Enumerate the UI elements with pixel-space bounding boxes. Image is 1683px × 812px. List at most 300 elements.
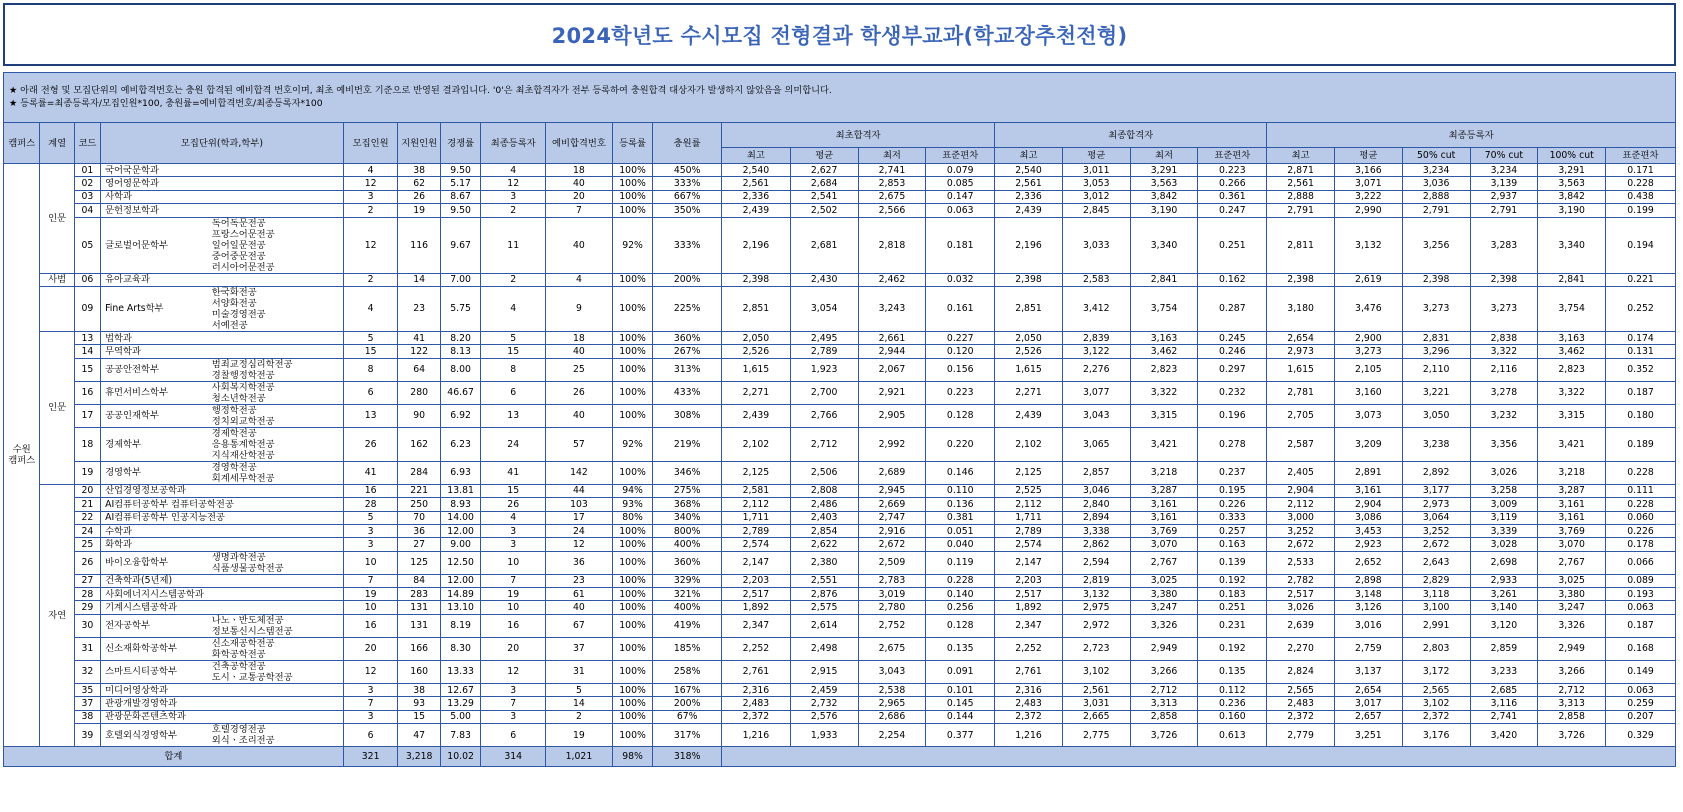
notes-panel: [3, 72, 1676, 123]
value-cell: 3,190: [1130, 204, 1198, 217]
value-cell: 2,565: [1402, 683, 1470, 696]
value-cell: 9.67: [440, 217, 480, 273]
value-cell: 2,112: [1267, 498, 1335, 511]
major-name: 서양화전공: [211, 297, 257, 309]
value-cell: 2,271: [722, 381, 791, 404]
value-cell: 3,209: [1334, 427, 1402, 461]
unit-cell: 전자공학부: [101, 614, 208, 637]
value-cell: 0.223: [1198, 164, 1267, 177]
header-campus: 캠퍼스: [4, 123, 40, 164]
value-cell: 2,110: [1402, 358, 1470, 381]
value-cell: 100%: [612, 461, 652, 484]
value-cell: 3,139: [1470, 177, 1538, 190]
value-cell: 2,973: [1402, 498, 1470, 511]
value-cell: 166: [398, 637, 440, 660]
value-cell: 317%: [653, 724, 722, 747]
major-name: 나노ㆍ반도체전공: [211, 614, 284, 626]
value-cell: 0.381: [926, 511, 995, 524]
value-cell: 2,495: [790, 331, 858, 344]
value-cell: 3,247: [1130, 601, 1198, 614]
value-cell: 13: [343, 404, 398, 427]
value-cell: 4: [481, 511, 546, 524]
value-cell: 3: [343, 710, 398, 723]
value-cell: 2,972: [1062, 614, 1130, 637]
majors-cell: [208, 427, 344, 461]
unit-cell: 휴먼서비스학부: [101, 381, 208, 404]
value-cell: 2,669: [858, 498, 926, 511]
value-cell: 3,176: [1402, 724, 1470, 747]
value-cell: 2,316: [722, 683, 791, 696]
value-cell: 3,163: [1130, 331, 1198, 344]
value-cell: 3,313: [1130, 697, 1198, 710]
value-cell: 0.145: [926, 697, 995, 710]
area-cell: 인문: [40, 164, 74, 274]
major-name: 범죄교정심리학전공: [211, 358, 293, 370]
value-cell: 13: [481, 404, 546, 427]
table-row: [4, 724, 1676, 747]
value-cell: 40: [546, 217, 613, 273]
value-cell: 0.120: [926, 345, 995, 358]
value-cell: 3,412: [1062, 286, 1130, 331]
value-cell: 2,858: [1130, 710, 1198, 723]
value-cell: 400%: [653, 601, 722, 614]
value-cell: 20: [546, 190, 613, 203]
value-cell: 3,118: [1402, 588, 1470, 601]
value-cell: 100%: [612, 710, 652, 723]
value-cell: 9.50: [440, 204, 480, 217]
value-cell: 0.110: [926, 484, 995, 497]
value-cell: 2,254: [858, 724, 926, 747]
value-cell: 3,120: [1470, 614, 1538, 637]
value-cell: 0.228: [1606, 177, 1676, 190]
value-cell: 13.33: [440, 660, 480, 683]
value-cell: 2,789: [995, 524, 1063, 537]
major-name: 신소재공학전공: [211, 637, 275, 649]
value-cell: 2,791: [1267, 204, 1335, 217]
code-cell: 15: [74, 358, 100, 381]
value-cell: 2,892: [1402, 461, 1470, 484]
value-cell: 36: [546, 551, 613, 574]
total-row: [4, 747, 1676, 767]
value-cell: 0.257: [1198, 524, 1267, 537]
value-cell: 0.163: [1198, 538, 1267, 551]
value-cell: 2,808: [790, 484, 858, 497]
value-cell: 16: [343, 484, 398, 497]
value-cell: 1,711: [722, 511, 791, 524]
value-cell: 0.131: [1606, 345, 1676, 358]
value-cell: 3,462: [1130, 345, 1198, 358]
value-cell: 2,498: [790, 637, 858, 660]
value-cell: 0.066: [1606, 551, 1676, 574]
value-cell: 2,949: [1130, 637, 1198, 660]
value-cell: 0.119: [926, 551, 995, 574]
value-cell: 40: [546, 345, 613, 358]
value-cell: 400%: [653, 538, 722, 551]
value-cell: 2,654: [1267, 331, 1335, 344]
value-cell: 0.227: [926, 331, 995, 344]
value-cell: 2,991: [1402, 614, 1470, 637]
value-cell: 0.228: [926, 574, 995, 587]
header-applicants: 지원인원: [398, 123, 440, 164]
majors-cell: [208, 286, 344, 331]
code-cell: 06: [74, 273, 100, 286]
value-cell: 0.223: [926, 381, 995, 404]
value-cell: 2,517: [722, 588, 791, 601]
value-cell: 2,803: [1402, 637, 1470, 660]
value-cell: 1,615: [995, 358, 1063, 381]
unit-cell: 수학과: [101, 524, 344, 537]
major-name: 외식ㆍ조리전공: [211, 735, 275, 747]
value-cell: 0.140: [926, 588, 995, 601]
value-cell: 40: [546, 601, 613, 614]
value-cell: 2,316: [995, 683, 1063, 696]
value-cell: 2,665: [1062, 710, 1130, 723]
value-cell: 131: [398, 614, 440, 637]
unit-cell: 공공안전학부: [101, 358, 208, 381]
value-cell: 10: [343, 601, 398, 614]
value-cell: 100%: [612, 164, 652, 177]
code-cell: 32: [74, 660, 100, 683]
value-cell: 38: [398, 164, 440, 177]
value-cell: 3,161: [1334, 484, 1402, 497]
subheader: 표준편차: [1198, 148, 1267, 164]
unit-cell: 산업경영정보공학과: [101, 484, 344, 497]
area-cell: 사범: [40, 273, 74, 286]
value-cell: 2,102: [995, 427, 1063, 461]
subheader: 표준편차: [1606, 148, 1676, 164]
value-cell: 3,287: [1130, 484, 1198, 497]
header-quota: 모집인원: [343, 123, 398, 164]
value-cell: 185%: [653, 637, 722, 660]
value-cell: 6: [343, 381, 398, 404]
value-cell: 3,172: [1402, 660, 1470, 683]
total-cell: 3,218: [398, 747, 440, 767]
unit-cell: 화학과: [101, 538, 344, 551]
value-cell: 2,841: [1538, 273, 1606, 286]
value-cell: 100%: [612, 588, 652, 601]
value-cell: 15: [398, 710, 440, 723]
value-cell: 2,675: [858, 637, 926, 660]
value-cell: 162: [398, 427, 440, 461]
value-cell: 94%: [612, 484, 652, 497]
value-cell: 142: [546, 461, 613, 484]
majors-cell: [208, 461, 344, 484]
value-cell: 2,347: [722, 614, 791, 637]
value-cell: 3,177: [1402, 484, 1470, 497]
value-cell: 2,853: [858, 177, 926, 190]
value-cell: 2,576: [790, 710, 858, 723]
value-cell: 0.111: [1606, 484, 1676, 497]
value-cell: 100%: [612, 614, 652, 637]
value-cell: 26: [398, 190, 440, 203]
table-row: [4, 551, 1676, 574]
value-cell: 3,754: [1130, 286, 1198, 331]
table-row: [4, 358, 1676, 381]
value-cell: 280: [398, 381, 440, 404]
value-cell: 2,561: [995, 177, 1063, 190]
value-cell: 284: [398, 461, 440, 484]
value-cell: 219%: [653, 427, 722, 461]
value-cell: 131: [398, 601, 440, 614]
value-cell: 2,779: [1267, 724, 1335, 747]
value-cell: 2,526: [722, 345, 791, 358]
value-cell: 3,462: [1538, 345, 1606, 358]
value-cell: 13.29: [440, 697, 480, 710]
value-cell: 3,380: [1130, 588, 1198, 601]
value-cell: 0.180: [1606, 404, 1676, 427]
value-cell: 3,754: [1538, 286, 1606, 331]
value-cell: 2,517: [995, 588, 1063, 601]
value-cell: 40: [546, 177, 613, 190]
value-cell: 12: [546, 538, 613, 551]
value-cell: 100%: [612, 551, 652, 574]
value-cell: 3,769: [1538, 524, 1606, 537]
value-cell: 2,689: [858, 461, 926, 484]
value-cell: 31: [546, 660, 613, 683]
value-cell: 100%: [612, 381, 652, 404]
value-cell: 20: [343, 637, 398, 660]
value-cell: 2,574: [722, 538, 791, 551]
table-row: [4, 461, 1676, 484]
value-cell: 0.192: [1198, 637, 1267, 660]
value-cell: 100%: [612, 273, 652, 286]
value-cell: 100%: [612, 538, 652, 551]
value-cell: 2,525: [995, 484, 1063, 497]
value-cell: 2,933: [1470, 574, 1538, 587]
value-cell: 16: [343, 614, 398, 637]
unit-cell: 건축학과(5년제): [101, 574, 344, 587]
value-cell: 3,064: [1402, 511, 1470, 524]
value-cell: 200%: [653, 697, 722, 710]
value-cell: 17: [546, 511, 613, 524]
value-cell: 3,026: [1470, 461, 1538, 484]
value-cell: 14: [398, 273, 440, 286]
value-cell: 2,876: [790, 588, 858, 601]
header-reg-rate: 등록률: [612, 123, 652, 164]
value-cell: 3,769: [1130, 524, 1198, 537]
table-row: [4, 524, 1676, 537]
value-cell: 18: [546, 331, 613, 344]
value-cell: 3,421: [1538, 427, 1606, 461]
value-cell: 3,102: [1062, 660, 1130, 683]
unit-cell: 바이오융합학부: [101, 551, 208, 574]
value-cell: 2,252: [995, 637, 1063, 660]
major-name: 응용통계학전공: [211, 438, 275, 450]
major-name: 회계세무학전공: [211, 472, 275, 484]
value-cell: 19: [343, 588, 398, 601]
value-cell: 3,148: [1334, 588, 1402, 601]
value-cell: 4: [481, 286, 546, 331]
majors-cell: [208, 551, 344, 574]
value-cell: 14: [546, 697, 613, 710]
value-cell: 3,326: [1538, 614, 1606, 637]
value-cell: 0.438: [1606, 190, 1676, 203]
value-cell: 12: [481, 177, 546, 190]
value-cell: 3,011: [1062, 164, 1130, 177]
value-cell: 7: [343, 697, 398, 710]
value-cell: 2: [481, 204, 546, 217]
value-cell: 2,661: [858, 331, 926, 344]
value-cell: 0.147: [926, 190, 995, 203]
table-row: [4, 345, 1676, 358]
value-cell: 0.256: [926, 601, 995, 614]
value-cell: 15: [481, 484, 546, 497]
value-cell: 2,945: [858, 484, 926, 497]
code-cell: 14: [74, 345, 100, 358]
value-cell: 40: [546, 404, 613, 427]
value-cell: 6: [481, 381, 546, 404]
value-cell: 0.231: [1198, 614, 1267, 637]
subheader: 최고: [722, 148, 791, 164]
value-cell: 2,270: [1267, 637, 1335, 660]
value-cell: 2,851: [722, 286, 791, 331]
value-cell: 8.30: [440, 637, 480, 660]
value-cell: 19: [481, 588, 546, 601]
value-cell: 350%: [653, 204, 722, 217]
value-cell: 2,871: [1267, 164, 1335, 177]
value-cell: 2,380: [790, 551, 858, 574]
majors-cell: [208, 660, 344, 683]
major-name: 경찰행정학전공: [211, 369, 275, 381]
value-cell: 11: [481, 217, 546, 273]
value-cell: 6: [481, 724, 546, 747]
value-cell: 2,741: [858, 164, 926, 177]
majors-cell: [208, 217, 344, 273]
value-cell: 15: [481, 345, 546, 358]
value-cell: 8.93: [440, 498, 480, 511]
value-cell: 2,252: [722, 637, 791, 660]
value-cell: 2,398: [1267, 273, 1335, 286]
subheader: 표준편차: [926, 148, 995, 164]
value-cell: 100%: [612, 204, 652, 217]
major-name: 러시아어문전공: [211, 261, 275, 273]
value-cell: 3,126: [1334, 601, 1402, 614]
value-cell: 2,276: [1062, 358, 1130, 381]
value-cell: 0.156: [926, 358, 995, 381]
value-cell: 80%: [612, 511, 652, 524]
value-cell: 1,933: [790, 724, 858, 747]
value-cell: 3,726: [1538, 724, 1606, 747]
value-cell: 2,105: [1334, 358, 1402, 381]
value-cell: 0.162: [1198, 273, 1267, 286]
value-cell: 2,643: [1402, 551, 1470, 574]
value-cell: 2,672: [1402, 538, 1470, 551]
value-cell: 2,741: [1470, 710, 1538, 723]
value-cell: 2,845: [1062, 204, 1130, 217]
table-row: [4, 697, 1676, 710]
value-cell: 2,459: [790, 683, 858, 696]
value-cell: 7: [481, 574, 546, 587]
value-cell: 2,614: [790, 614, 858, 637]
header-group-final-reg: 최종등록자: [1267, 123, 1676, 148]
value-cell: 2,067: [858, 358, 926, 381]
value-cell: 2,888: [1267, 190, 1335, 203]
value-cell: 19: [398, 204, 440, 217]
value-cell: 0.174: [1606, 331, 1676, 344]
value-cell: 3,256: [1402, 217, 1470, 273]
value-cell: 67: [546, 614, 613, 637]
value-cell: 2,398: [995, 273, 1063, 286]
value-cell: 2,949: [1538, 637, 1606, 660]
value-cell: 0.251: [1198, 217, 1267, 273]
value-cell: 10: [481, 601, 546, 614]
value-cell: 2,509: [858, 551, 926, 574]
value-cell: 14.89: [440, 588, 480, 601]
area-cell: 자연: [40, 484, 74, 746]
table-row: [4, 164, 1676, 177]
value-cell: 0.136: [926, 498, 995, 511]
table-row: [4, 710, 1676, 723]
value-cell: 2: [343, 204, 398, 217]
value-cell: 2,851: [995, 286, 1063, 331]
value-cell: 3,166: [1334, 164, 1402, 177]
value-cell: 9.50: [440, 164, 480, 177]
major-name: 독어독문전공: [211, 217, 266, 229]
value-cell: 0.377: [926, 724, 995, 747]
value-cell: 3,119: [1470, 511, 1538, 524]
value-cell: 3,340: [1130, 217, 1198, 273]
value-cell: 2,854: [790, 524, 858, 537]
value-cell: 2,196: [722, 217, 791, 273]
value-cell: 3,050: [1402, 404, 1470, 427]
value-cell: 2,838: [1470, 331, 1538, 344]
value-cell: 2,622: [790, 538, 858, 551]
value-cell: 2,712: [1130, 683, 1198, 696]
value-cell: 46.67: [440, 381, 480, 404]
value-cell: 6.23: [440, 427, 480, 461]
value-cell: 2,583: [1062, 273, 1130, 286]
value-cell: 8: [343, 358, 398, 381]
value-cell: 329%: [653, 574, 722, 587]
value-cell: 1,923: [790, 358, 858, 381]
area-cell: 인문: [40, 331, 74, 484]
value-cell: 2,732: [790, 697, 858, 710]
value-cell: 2,372: [1402, 710, 1470, 723]
value-cell: 0.247: [1198, 204, 1267, 217]
value-cell: 3: [481, 524, 546, 537]
value-cell: 0.171: [1606, 164, 1676, 177]
value-cell: 3,296: [1402, 345, 1470, 358]
value-cell: 0.091: [926, 660, 995, 683]
value-cell: 41: [343, 461, 398, 484]
value-cell: 2,372: [1267, 710, 1335, 723]
value-cell: 3,161: [1130, 511, 1198, 524]
value-cell: 2,594: [1062, 551, 1130, 574]
major-name: 한국화전공: [211, 286, 257, 298]
value-cell: 3,234: [1402, 164, 1470, 177]
value-cell: 3,161: [1538, 511, 1606, 524]
value-cell: 3,252: [1402, 524, 1470, 537]
code-cell: 02: [74, 177, 100, 190]
unit-cell: 경제학부: [101, 427, 208, 461]
major-name: 지식재산학전공: [211, 449, 275, 461]
unit-cell: 사학과: [101, 190, 344, 203]
value-cell: 0.352: [1606, 358, 1676, 381]
value-cell: 2,904: [1267, 484, 1335, 497]
subheader: 평균: [790, 148, 858, 164]
unit-cell: 경영학부: [101, 461, 208, 484]
value-cell: 340%: [653, 511, 722, 524]
table-row: [4, 601, 1676, 614]
value-cell: 3,326: [1130, 614, 1198, 637]
header-fill-rate: 충원률: [653, 123, 722, 164]
subheader: 평균: [1062, 148, 1130, 164]
table-row: [4, 637, 1676, 660]
major-name: 화학공학전공: [211, 648, 266, 660]
unit-cell: 사회에너지시스템공학과: [101, 588, 344, 601]
value-cell: 3,476: [1334, 286, 1402, 331]
value-cell: 0.063: [926, 204, 995, 217]
